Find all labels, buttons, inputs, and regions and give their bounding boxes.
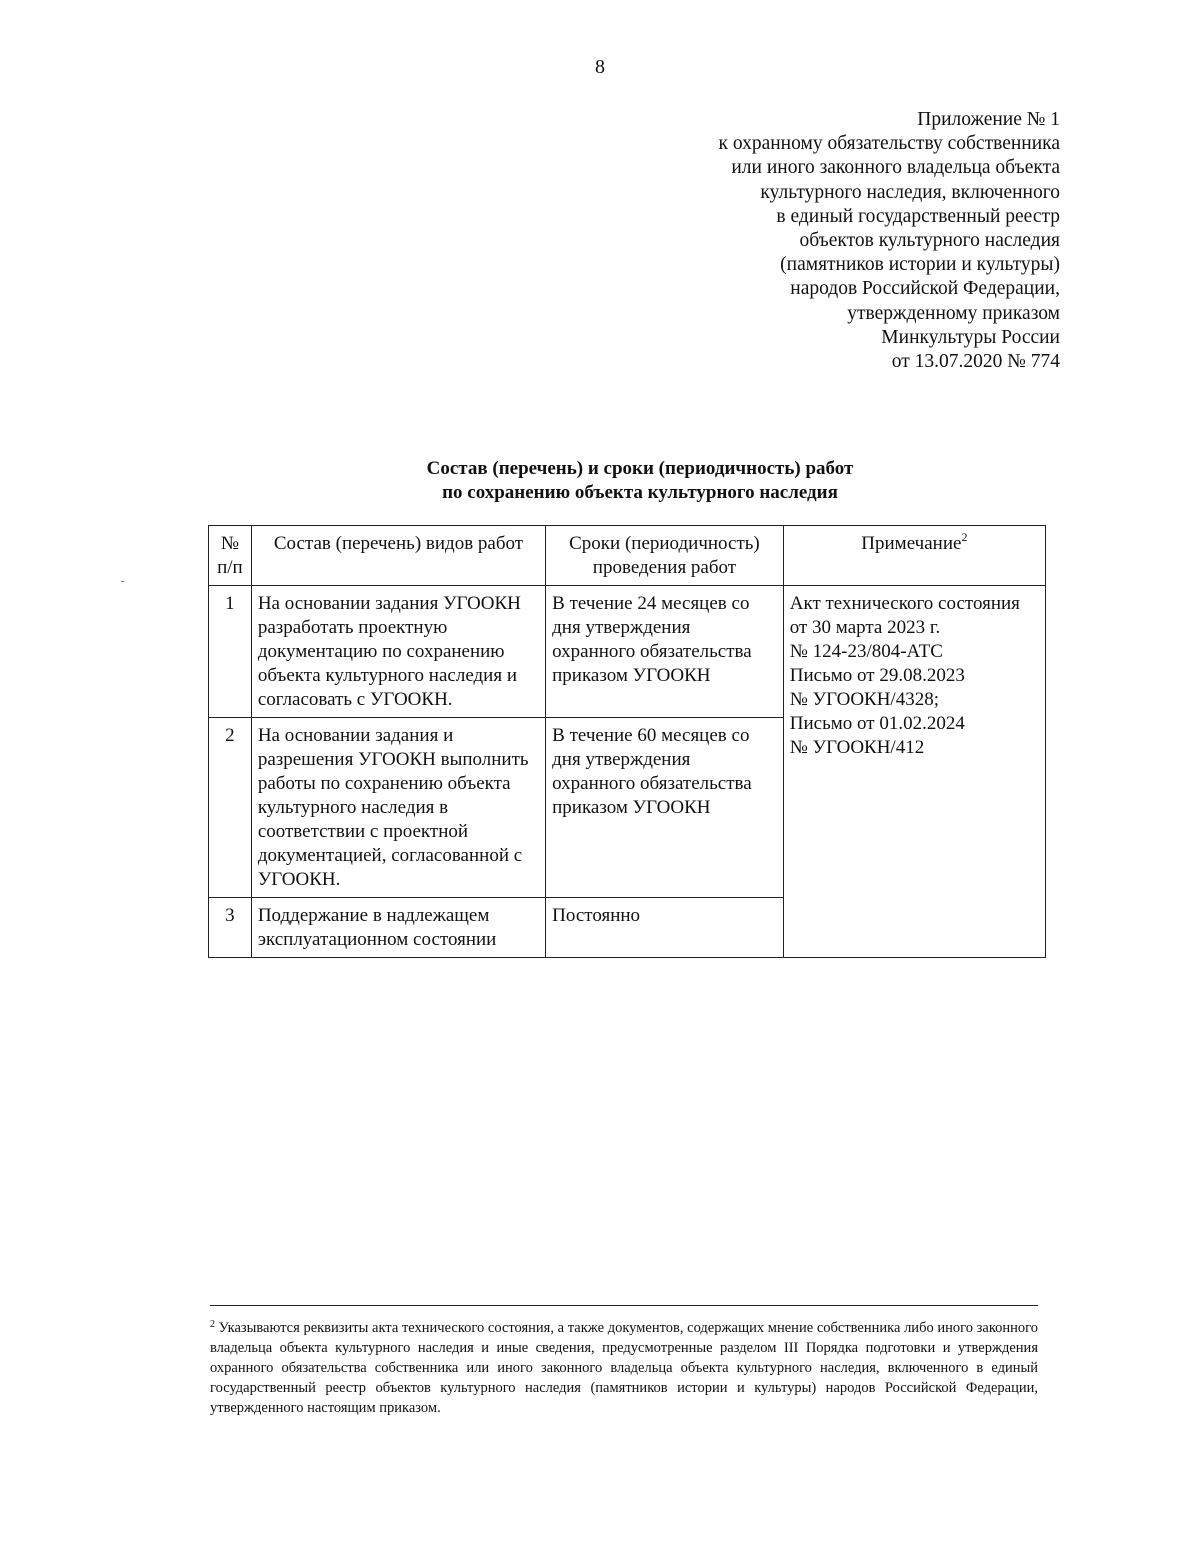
works-table [208, 525, 1046, 958]
appendix-header [600, 108, 1060, 374]
appendix-line: культурного наследия, включенного [760, 181, 1060, 203]
footnote-separator [210, 1305, 1038, 1306]
appendix-line: Приложение № 1 [917, 109, 1060, 130]
row-terms: Постоянно [546, 898, 784, 958]
note-line: Акт технического состояния [789, 593, 1020, 614]
header-num: № п/п [209, 526, 252, 586]
appendix-line: в единый государственный реестр [776, 205, 1060, 227]
row-num: 3 [209, 898, 252, 958]
table-title-line-1: Состав (перечень) и сроки (периодичность) работ [426, 458, 854, 479]
row-num: 2 [209, 718, 252, 898]
footnote-mark: 2 [210, 1319, 215, 1330]
table-row [209, 586, 1046, 718]
page-number: 8 [595, 56, 605, 78]
appendix-line: или иного законного владельца объекта [731, 157, 1060, 179]
appendix-line: утвержденному приказом [847, 302, 1060, 324]
appendix-line: объектов культурного наследия [799, 230, 1060, 252]
header-works: Состав (перечень) видов работ [251, 526, 545, 586]
footnote [210, 1318, 1038, 1418]
row-num: 1 [209, 586, 252, 718]
appendix-line: народов Российской Федерации, [790, 278, 1060, 300]
note-line: № УГООКН/412 [789, 737, 925, 758]
table-header-row [209, 526, 1046, 586]
appendix-line: от 13.07.2020 № 774 [891, 351, 1060, 373]
note-line: № 124-23/804-АТС [789, 641, 943, 662]
row-terms: В течение 60 месяцев со дня утверждения охранного обязательства приказом УГООКН [546, 718, 784, 898]
row-note [783, 586, 1045, 958]
note-line: № УГООКН/4328; [789, 689, 939, 710]
table-title [200, 457, 1080, 505]
appendix-line: Минкультуры России [881, 326, 1060, 348]
note-line: Письмо от 01.02.2024 [789, 713, 965, 734]
row-works: На основании задания УГООКН разработать проектную документацию по сохранению объекта культурного наследия и согласовать с УГООКН. [251, 586, 545, 718]
table-title-line-2: по сохранению объекта культурного наследия [442, 482, 838, 503]
note-line: от 30 марта 2023 г. [789, 617, 941, 638]
appendix-line: (памятников истории и культуры) [780, 254, 1060, 276]
row-works: На основании задания и разрешения УГООКН выполнить работы по сохранению объекта культурного наследия в соответствии с проектной документацией, согласованной с УГООКН. [251, 718, 545, 898]
row-terms: В течение 24 месяцев со дня утверждения охранного обязательства приказом УГООКН [546, 586, 784, 718]
footnote-text: Указываются реквизиты акта технического состояния, а также документов, содержащих мнение собственника либо иного законного владельца объекта культурного наследия и иные сведения, предусмотренные разделом III Порядка подготовки и утверждения охранного обязательства собственника или иного законного владельца объекта культурного наследия, включенного в единый государственный реестр объектов культурного наследия (памятников истории и культуры) народов Российской Федерации, утвержденного настоящим приказом. [210, 1320, 1038, 1416]
appendix-line: к охранному обязательству собственника [718, 133, 1060, 155]
note-line: Письмо от 29.08.2023 [789, 665, 965, 686]
footnote-mark: 2 [961, 530, 968, 544]
header-note [783, 526, 1045, 586]
scan-artifact [121, 581, 124, 582]
header-terms: Сроки (периодичность) проведения работ [546, 526, 784, 586]
row-works: Поддержание в надлежащем эксплуатационном состоянии [251, 898, 545, 958]
header-note-label: Примечание [861, 533, 962, 554]
